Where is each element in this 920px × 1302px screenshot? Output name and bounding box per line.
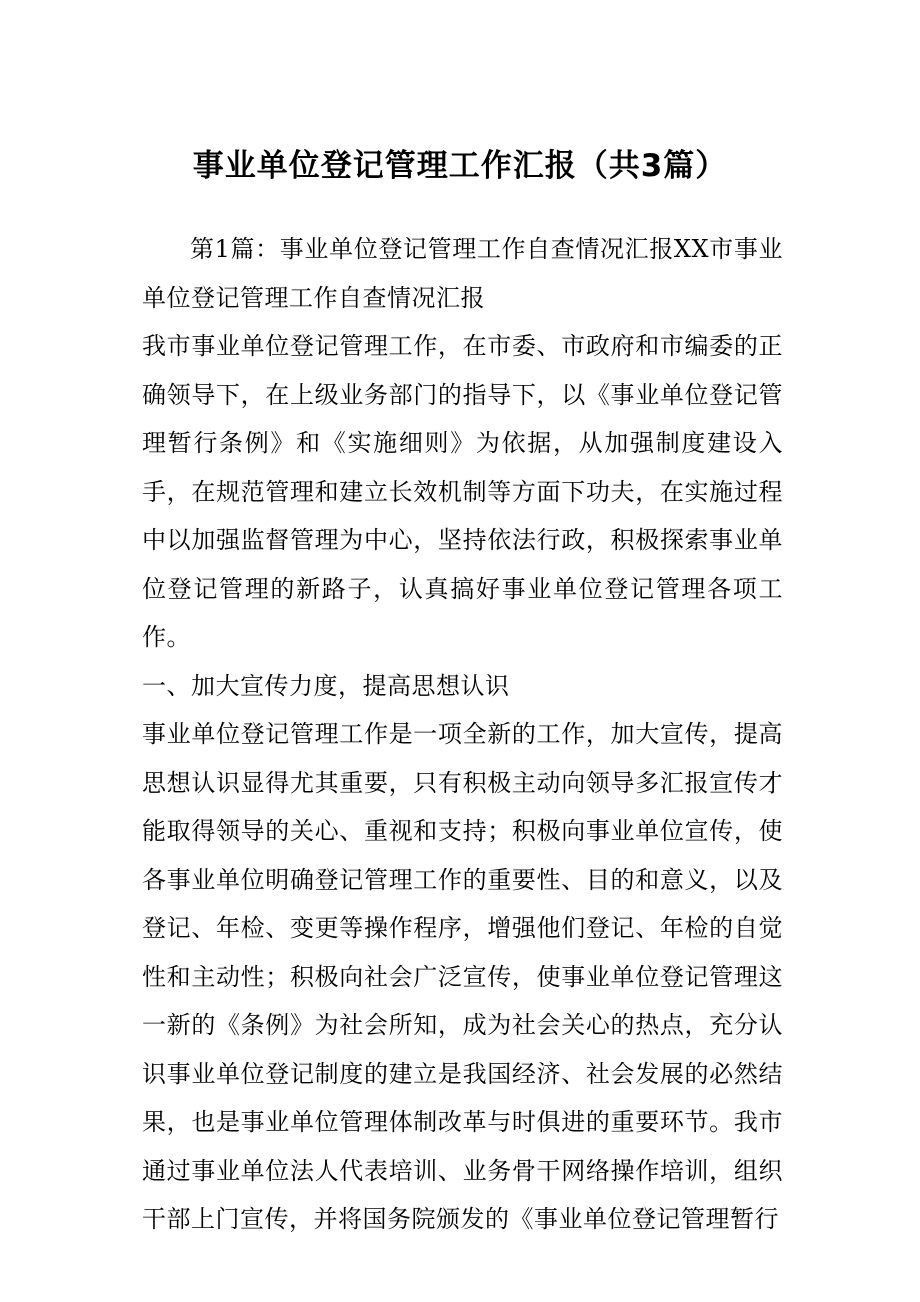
intro-heading-paragraph: 第1篇：事业单位登记管理工作自查情况汇报XX市事业单位登记管理工作自查情况汇报 xyxy=(142,235,783,312)
intro-body-paragraph: 我市事业单位登记管理工作，在市委、市政府和市编委的正确领导下，在上级业务部门的指导下，以《事业单位登记管理暂行条例》和《实施细则》为依据，从加强制度建设入手，在规范管理和建立长效机制等方面下功夫，在实施过程中以加强监督管理为中心，坚持依法行政，积极探索事业单位登记管理的新路子，认真搞好事业单位登记管理各项工作。 xyxy=(142,332,783,651)
section-1-body-paragraph: 事业单位登记管理工作是一项全新的工作，加大宣传，提高思想认识显得尤其重要，只有积极主动向领导多汇报宣传才能取得领导的关心、重视和支持；积极向事业单位宣传，使各事业单位明确登记管理工作的重要性、目的和意义，以及登记、年检、变更等操作程序，增强他们登记、年检的自觉性和主动性；积极向社会广泛宣传，使事业单位登记管理这一新的《条例》为社会所知，成为社会关心的热点，充分认识事业单位登记制度的建立是我国经济、社会发展的必然结果，也是事业单位管理体制改革与时俱进的重要环节。我市通过事业单位法人代表培训、业务骨干网络操作培训，组织干部上门宣传，并将国务院颁发的《事业单位登记管理暂行 xyxy=(142,720,783,1233)
document-body xyxy=(142,225,783,1244)
section-1-heading: 一、加大宣传力度，提高思想认识 xyxy=(142,671,510,700)
document-title: 事业单位登记管理工作汇报（共3篇） xyxy=(192,148,728,184)
